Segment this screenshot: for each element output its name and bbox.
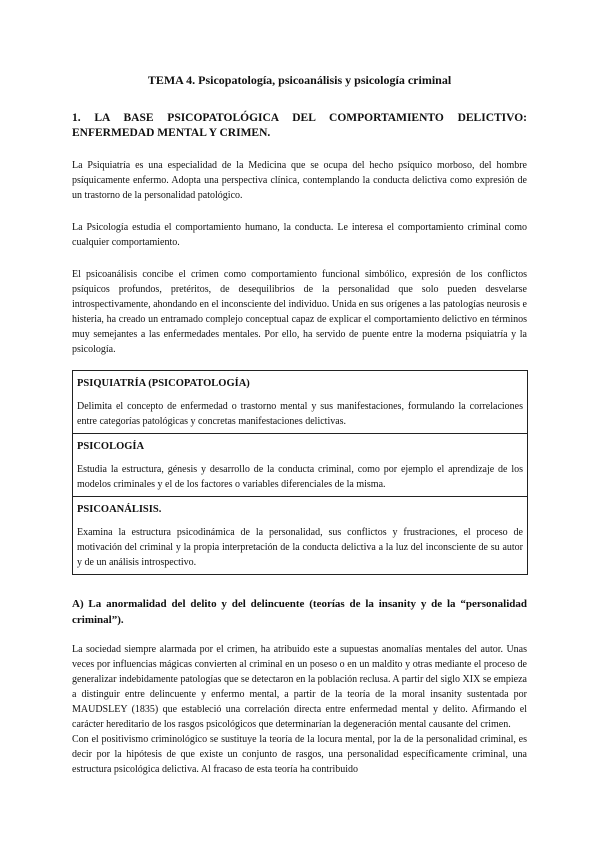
paragraph-anomalias: La sociedad siempre alarmada por el crimen, ha atribuido este a supuestas anomalías mentales del autor. Unas veces por influencias mágicas convierten al criminal en un poseso o en un maldito y otras mediante el proceso de generalizar indebidamente patologías que se detectaron en la población reclusa. A partir del siglo XIX se empieza a distinguir entre delincuente y enfermo mental, a partir de la teoría de la moral insanity sustentada por MAUDSLEY (1835) que estableció una correlación directa entre enfermedad mental y delito. Afirmando el carácter hereditario de los rasgos psicológicos que determinarían la degeneración mental causante del crimen. [72, 644, 527, 730]
paragraph-psiquiatria: La Psiquiatría es una especialidad de la Medicina que se ocupa del hecho psíquico morboso, del hombre psíquicamente enfermo. Adopta una perspectiva clínica, contemplando la conducta delictiva como expresión de un trastorno de la personalidad patológico. [72, 160, 527, 201]
section-heading-1: 1. LA BASE PSICOPATOLÓGICA DEL COMPORTAMIENTO DELICTIVO: ENFERMEDAD MENTAL Y CRIMEN. [72, 112, 527, 139]
paragraph-positivismo: Con el positivismo criminológico se sustituye la teoría de la locura mental, por la de la personalidad criminal, es decir por la hipótesis de que existe un conjunto de rasgos, una personalidad específicamente criminal, una estructura psicológica delictiva. Al fracaso de esta teoría ha contribuido [72, 734, 527, 775]
paragraph-psicologia: La Psicología estudia el comportamiento humano, la conducta. Le interesa el comportamiento criminal como cualquier comportamiento. [72, 222, 527, 248]
table-row-title: PSICOANÁLISIS. [77, 504, 162, 515]
table-row-text: Delimita el concepto de enfermedad o trastorno mental y sus manifestaciones, formulando la correlaciones entre categorías patológicas y concretas manifestaciones delictivas. [77, 401, 523, 427]
document-title: TEMA 4. Psicopatología, psicoanálisis y psicología criminal [147, 73, 452, 87]
table-row [73, 496, 527, 574]
table-row [73, 371, 527, 433]
table-row-title: PSIQUIATRÍA (PSICOPATOLOGÍA) [77, 378, 250, 389]
table-row-title: PSICOLOGÍA [77, 441, 145, 452]
table-row-text: Examina la estructura psicodinámica de la personalidad, sus conflictos y frustraciones, el proceso de motivación del criminal y la propia interpretación de la conducta delictiva a la luz del inconsciente de su autor y de un análisis introspectivo. [77, 527, 523, 568]
table-row [73, 433, 527, 496]
table-row-text: Estudia la estructura, génesis y desarrollo de la conducta criminal, como por ejemplo el aprendizaje de los modelos criminales y el de los factores o variables diferenciales de la misma. [77, 464, 523, 490]
subheading-a: A) La anormalidad del delito y del delincuente (teorías de la insanity y de la “personalidad criminal”). [72, 598, 527, 626]
disciplines-table [72, 370, 528, 575]
paragraph-psicoanalisis: El psicoanálisis concibe el crimen como comportamiento funcional simbólico, expresión de los conflictos psíquicos profundos, pretéritos, de desequilibrios de la personalidad que solo pueden desvelarse introspectivamente, ahondando en el inconsciente del individuo. Unida en sus orígenes a las patologías neurosis e histeria, ha creado un entramado complejo conceptual capaz de explicar el comportamiento delictivo en términos muy semejantes a las enfermedades mentales. Por ello, ha servido de puente entre la moderna psiquiatría y la psicología. [72, 269, 527, 355]
